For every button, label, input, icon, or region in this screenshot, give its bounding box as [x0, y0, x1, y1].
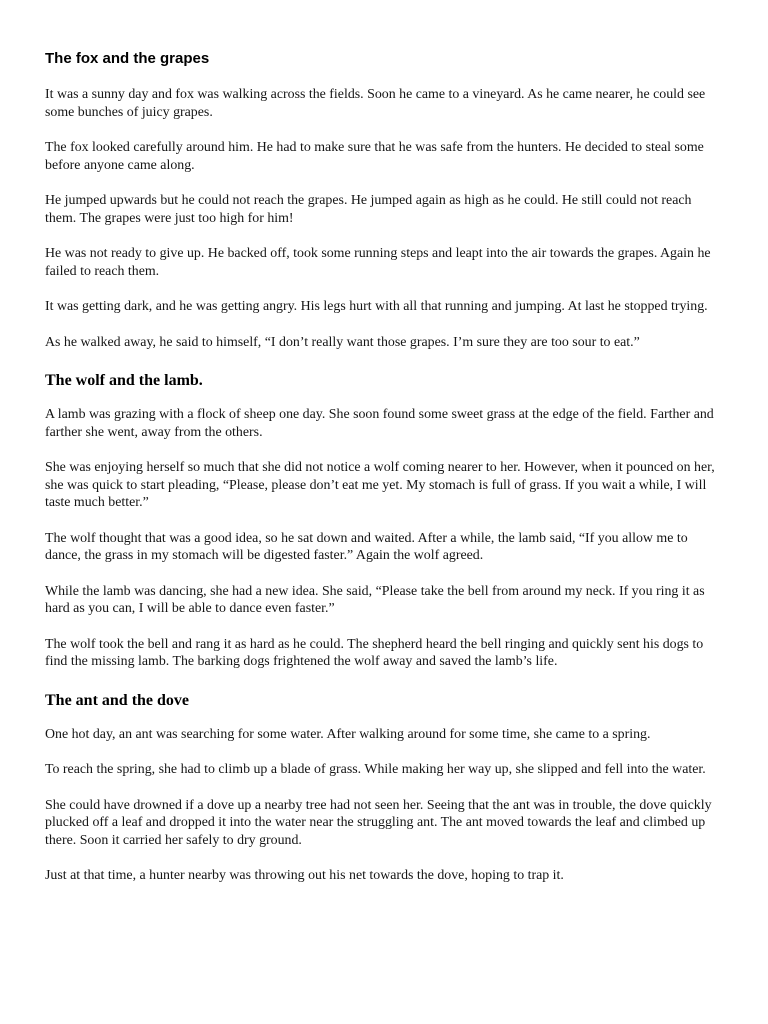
- story-paragraph: The wolf took the bell and rang it as hard as he could. The shepherd heard the bell ringing and quickly sent his dogs to find the missing lamb. The barking dogs frightened the wolf away and saved the lamb’s life.: [45, 636, 704, 669]
- story-paragraph: He was not ready to give up. He backed off, took some running steps and leapt into the air towards the grapes. Again he failed to reach them.: [45, 246, 711, 279]
- story-paragraph: Just at that time, a hunter nearby was throwing out his net towards the dove, hoping to trap it.: [45, 868, 564, 883]
- story-paragraph: The fox looked carefully around him. He had to make sure that he was safe from the hunters. He decided to steal some before anyone came along.: [45, 140, 704, 173]
- story-fox-and-grapes: [45, 50, 725, 351]
- story-paragraph: It was getting dark, and he was getting angry. His legs hurt with all that running and jumping. At last he stopped trying.: [45, 299, 708, 314]
- story-paragraph: She could have drowned if a dove up a nearby tree had not seen her. Seeing that the ant was in trouble, the dove quickly plucked off a leaf and dropped it into the water near the struggling ant. The ant moved towards the leaf and climbed up there. Soon it carried her safely to dry ground.: [45, 797, 712, 848]
- story-paragraph: She was enjoying herself so much that she did not notice a wolf coming nearer to her. However, when it pounced on her, she was quick to start pleading, “Please, please don’t eat me yet. My stomach is full of grass. If you wait a while, I will taste much better.”: [45, 460, 715, 510]
- story-title: The fox and the grapes: [45, 50, 210, 67]
- story-paragraph: It was a sunny day and fox was walking across the fields. Soon he came to a vineyard. As he came nearer, he could see some bunches of juicy grapes.: [45, 87, 706, 120]
- story-paragraph: The wolf thought that was a good idea, so he sat down and waited. After a while, the lamb said, “If you allow me to dance, the grass in my stomach will be digested faster.” Again the wolf agreed.: [45, 530, 688, 563]
- story-title: The wolf and the lamb.: [45, 372, 203, 389]
- story-paragraph: As he walked away, he said to himself, “I don’t really want those grapes. I’m sure they are too sour to eat.”: [45, 334, 640, 350]
- story-paragraph: To reach the spring, she had to climb up a blade of grass. While making her way up, she slipped and fell into the water.: [45, 762, 706, 777]
- story-ant-and-dove: [45, 691, 725, 885]
- story-paragraph: He jumped upwards but he could not reach the grapes. He jumped again as high as he could. He still could not reach them. The grapes were just too high for him!: [45, 193, 692, 226]
- story-paragraph: While the lamb was dancing, she had a new idea. She said, “Please take the bell from around my neck. If you ring it as hard as you can, I will be able to dance even faster.”: [45, 583, 705, 616]
- story-title: The ant and the dove: [45, 691, 190, 709]
- document-content: [45, 50, 725, 903]
- story-paragraph: One hot day, an ant was searching for some water. After walking around for some time, she came to a spring.: [45, 726, 651, 742]
- story-wolf-and-lamb: [45, 371, 725, 671]
- story-paragraph: A lamb was grazing with a flock of sheep one day. She soon found some sweet grass at the edge of the field. Farther and farther she went, away from the others.: [45, 407, 714, 440]
